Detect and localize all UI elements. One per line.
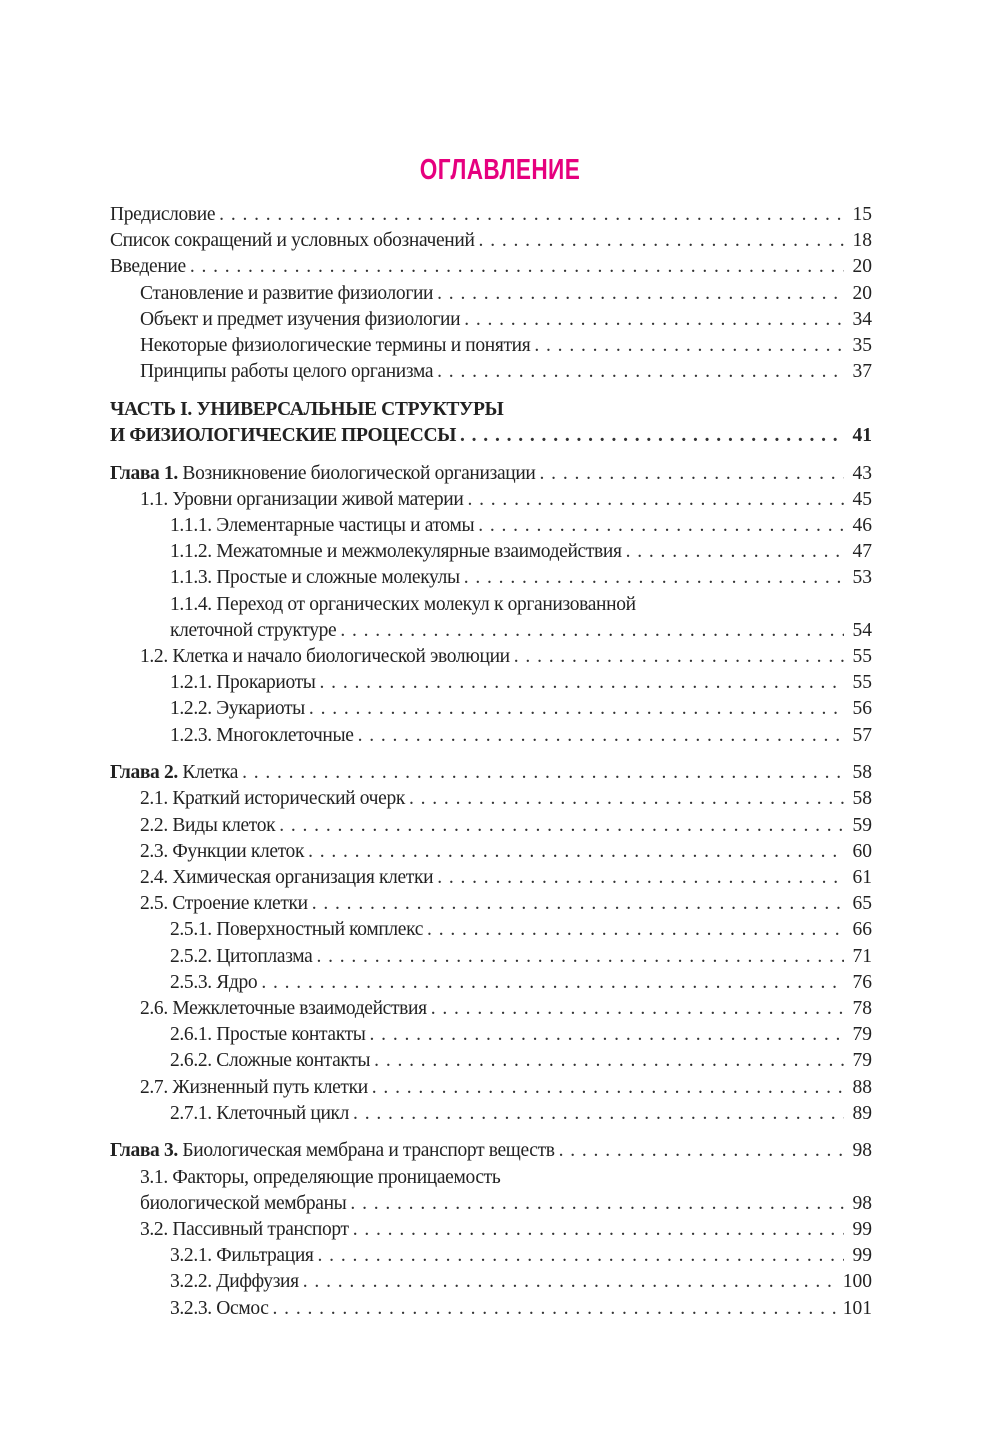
- entry-text: Клетка: [182, 762, 239, 784]
- page-number: 99: [852, 1218, 872, 1240]
- page-number: 98: [852, 1140, 872, 1162]
- entry-title: [170, 1101, 349, 1127]
- toc-entry[interactable]: [110, 996, 872, 1022]
- dot-leader: [409, 786, 844, 812]
- dot-leader: [318, 1243, 844, 1269]
- toc-entry[interactable]: [110, 254, 872, 280]
- page-number: 55: [852, 646, 872, 667]
- entry-text: 3.2.3. Осмос: [170, 1297, 269, 1319]
- page-number: 60: [852, 840, 872, 862]
- dot-leader: [370, 1022, 844, 1048]
- toc-entry[interactable]: [110, 944, 872, 970]
- dot-leader: [478, 513, 844, 539]
- entry-text: 3.2.2. Диффузия: [170, 1271, 299, 1293]
- page-number: 89: [852, 1102, 872, 1124]
- entry-text: 2.7.1. Клеточный цикл: [170, 1102, 350, 1124]
- page-number: 61: [852, 867, 872, 888]
- toc-entry[interactable]: [110, 786, 872, 812]
- entry-text: клеточной структуре: [170, 619, 337, 641]
- toc-entry[interactable]: [110, 1022, 872, 1048]
- entry-title: [140, 487, 463, 513]
- page-number: 101: [842, 1297, 872, 1319]
- entry-title: 1.1.4. Переход от органических молекул к организованной: [170, 593, 636, 615]
- toc-entry[interactable]: [110, 423, 872, 449]
- toc-entry[interactable]: [110, 565, 872, 591]
- entry-text: 2.4. Химическая организация клетки: [140, 867, 434, 888]
- entry-text: 1.1.1. Элементарные частицы и атомы: [170, 515, 475, 537]
- toc-entry[interactable]: [110, 1048, 872, 1074]
- page-number: 20: [852, 282, 872, 304]
- entry-text: 1.2.1. Прокариоты: [170, 672, 316, 694]
- entry-title: [170, 513, 474, 539]
- entry-title: [170, 696, 305, 722]
- entry-title: [110, 423, 456, 449]
- entry-title: [170, 1269, 299, 1295]
- entry-title: [110, 760, 238, 786]
- dot-leader: [559, 1138, 844, 1164]
- dot-leader: [358, 723, 844, 749]
- entry-text: 2.6.2. Сложные контакты: [170, 1050, 371, 1072]
- entry-title: [110, 202, 215, 228]
- entry-title: [140, 1217, 349, 1243]
- entry-text: 1.2.2. Эукариоты: [170, 698, 305, 720]
- chapter-label: Глава 1.: [110, 462, 178, 484]
- table-of-contents: [110, 202, 872, 1333]
- entry-title: [170, 723, 354, 749]
- chapter-label: Глава 2.: [110, 762, 178, 784]
- toc-entry[interactable]: [110, 1101, 872, 1127]
- entry-title: [170, 944, 312, 970]
- toc-entry[interactable]: [110, 1138, 872, 1164]
- dot-leader: [374, 1048, 844, 1074]
- page-number: 79: [852, 1024, 872, 1046]
- toc-entry-line[interactable]: [110, 592, 872, 618]
- entry-text: 3.2.1. Фильтрация: [170, 1245, 314, 1267]
- toc-entry[interactable]: [110, 1296, 872, 1322]
- entry-title: 3.1. Факторы, определяющие проницаемость: [140, 1166, 501, 1188]
- entry-title: [140, 281, 433, 307]
- dot-leader: [626, 539, 844, 565]
- entry-text: 1.1. Уровни организации живой материи: [140, 488, 464, 510]
- toc-entry-line[interactable]: [110, 1165, 872, 1191]
- toc-entry[interactable]: [110, 487, 872, 513]
- entry-title: [170, 1022, 366, 1048]
- toc-entry[interactable]: [110, 461, 872, 487]
- toc-entry[interactable]: [110, 891, 872, 917]
- entry-title: [110, 254, 186, 280]
- entry-text: 2.6. Межклеточные взаимодействия: [140, 997, 427, 1019]
- entry-title: [110, 1138, 555, 1164]
- entry-text: 2.7. Жизненный путь клетки: [140, 1076, 368, 1098]
- page-number: 34: [852, 308, 872, 330]
- toc-entry[interactable]: [110, 513, 872, 539]
- toc-entry[interactable]: [110, 1269, 872, 1295]
- dot-leader: [460, 423, 844, 449]
- toc-section: [110, 397, 872, 449]
- page-number: 78: [852, 997, 872, 1019]
- entry-text: Некоторые физиологические термины и понятия: [140, 334, 531, 356]
- entry-text: И ФИЗИОЛОГИЧЕСКИЕ ПРОЦЕССЫ: [110, 425, 456, 446]
- dot-leader: [273, 1296, 839, 1322]
- toc-entry[interactable]: [110, 644, 872, 670]
- page-number: 45: [852, 488, 872, 510]
- toc-entry[interactable]: [110, 865, 872, 891]
- toc-entry[interactable]: [110, 760, 872, 786]
- entry-title: [170, 618, 336, 644]
- dot-leader: [303, 1269, 839, 1295]
- toc-entry[interactable]: [110, 1243, 872, 1269]
- entry-title: [170, 1296, 269, 1322]
- page-number: 20: [852, 256, 872, 278]
- toc-entry[interactable]: [110, 970, 872, 996]
- toc-entry[interactable]: [110, 359, 872, 385]
- page-number: 55: [852, 672, 872, 694]
- entry-title: [170, 670, 316, 696]
- toc-entry[interactable]: [110, 917, 872, 943]
- entry-text: 1.2. Клетка и начало биологической эволюции: [140, 646, 510, 667]
- page-number: 57: [852, 724, 872, 746]
- dot-leader: [464, 307, 844, 333]
- toc-entry[interactable]: [110, 1075, 872, 1101]
- entry-title: ЧАСТЬ I. УНИВЕРСАЛЬНЫЕ СТРУКТУРЫ: [110, 398, 504, 420]
- dot-leader: [353, 1101, 844, 1127]
- page-number: 41: [852, 425, 872, 446]
- entry-text: 1.2.3. Многоклеточные: [170, 724, 354, 746]
- page-number: 98: [852, 1192, 872, 1214]
- page-number: 15: [852, 204, 872, 225]
- dot-leader: [316, 944, 844, 970]
- entry-title: [140, 839, 304, 865]
- entry-title: [140, 1075, 368, 1101]
- page-number: 76: [852, 971, 872, 993]
- entry-text: Объект и предмет изучения физиологии: [140, 308, 461, 330]
- entry-text: Предисловие: [110, 204, 216, 225]
- entry-text: Возникновение биологической организации: [182, 462, 536, 484]
- entry-text: биологической мембраны: [140, 1192, 347, 1214]
- page-number: 66: [852, 919, 872, 941]
- toc-section: [110, 1138, 872, 1321]
- entry-title: [170, 970, 257, 996]
- entry-text: 2.6.1. Простые контакты: [170, 1024, 366, 1046]
- page-number: 59: [852, 814, 872, 836]
- entry-title: [110, 461, 536, 487]
- dot-leader: [312, 891, 844, 917]
- page-number: 88: [852, 1076, 872, 1098]
- entry-text: 2.2. Виды клеток: [140, 814, 276, 836]
- entry-text: 2.5.3. Ядро: [170, 971, 258, 993]
- dot-leader: [353, 1217, 844, 1243]
- page-number: 79: [852, 1050, 872, 1072]
- chapter-label: Глава 3.: [110, 1140, 178, 1162]
- entry-text: 2.1. Краткий исторический очерк: [140, 788, 405, 810]
- entry-text: 2.3. Функции клеток: [140, 840, 305, 862]
- toc-entry[interactable]: [110, 281, 872, 307]
- dot-leader: [261, 970, 844, 996]
- entry-title: [140, 786, 405, 812]
- page-number: 43: [852, 462, 872, 484]
- entry-title: [140, 333, 530, 359]
- entry-text: 3.2. Пассивный транспорт: [140, 1218, 349, 1240]
- toc-entry[interactable]: [110, 839, 872, 865]
- page-number: 47: [852, 541, 872, 563]
- dot-leader: [308, 839, 844, 865]
- entry-title: [110, 228, 475, 254]
- entry-text: Биологическая мембрана и транспорт веществ: [182, 1140, 555, 1162]
- toc-section: [110, 461, 872, 749]
- entry-text: 2.5. Строение клетки: [140, 893, 308, 915]
- page-number: 100: [842, 1271, 872, 1293]
- page-number: 46: [852, 515, 872, 537]
- page-number: 56: [852, 698, 872, 720]
- toc-entry[interactable]: [110, 228, 872, 254]
- toc-entry[interactable]: [110, 618, 872, 644]
- dot-leader: [437, 865, 844, 891]
- entry-text: 1.1.3. Простые и сложные молекулы: [170, 567, 460, 589]
- toc-entry[interactable]: [110, 1191, 872, 1217]
- entry-title: [140, 1191, 346, 1217]
- entry-text: Введение: [110, 256, 186, 278]
- entry-title: [140, 891, 308, 917]
- dot-leader: [242, 760, 844, 786]
- dot-leader: [372, 1075, 844, 1101]
- entry-text: 2.5.1. Поверхностный комплекс: [170, 919, 424, 941]
- entry-title: [170, 565, 460, 591]
- page-number: 71: [852, 945, 872, 967]
- toc-entry[interactable]: [110, 696, 872, 722]
- entry-title: [140, 865, 433, 891]
- entry-title: [140, 359, 433, 385]
- dot-leader: [219, 202, 844, 228]
- entry-title: [140, 644, 510, 670]
- dot-leader: [479, 228, 844, 254]
- toc-entry[interactable]: [110, 723, 872, 749]
- dot-leader: [340, 618, 844, 644]
- toc-entry[interactable]: [110, 670, 872, 696]
- entry-text: Принципы работы целого организма: [140, 361, 434, 383]
- page-number: 58: [852, 762, 872, 784]
- page-number: 18: [852, 230, 872, 252]
- page-number: 99: [852, 1245, 872, 1267]
- dot-leader: [190, 254, 844, 280]
- page-number: 53: [852, 567, 872, 589]
- dot-leader: [309, 696, 844, 722]
- dot-leader: [431, 996, 844, 1022]
- dot-leader: [464, 565, 844, 591]
- entry-text: 1.1.2. Межатомные и межмолекулярные взаимодействия: [170, 541, 622, 563]
- dot-leader: [350, 1191, 844, 1217]
- dot-leader: [279, 813, 844, 839]
- dot-leader: [437, 281, 844, 307]
- entry-title: [170, 539, 622, 565]
- page-number: 54: [852, 619, 872, 641]
- toc-entry-line[interactable]: [110, 397, 872, 423]
- entry-text: Становление и развитие физиологии: [140, 282, 434, 304]
- page-number: 58: [852, 788, 872, 810]
- entry-title: [140, 813, 275, 839]
- page-number: 65: [852, 893, 872, 915]
- toc-entry[interactable]: [110, 307, 872, 333]
- entry-title: [170, 1048, 370, 1074]
- entry-title: [140, 307, 460, 333]
- toc-section: [110, 202, 872, 385]
- entry-title: [170, 917, 423, 943]
- dot-leader: [540, 461, 844, 487]
- entry-text: Список сокращений и условных обозначений: [110, 230, 475, 252]
- toc-section: [110, 760, 872, 1127]
- toc-entry[interactable]: [110, 202, 872, 228]
- page-number: 37: [852, 361, 872, 383]
- page-number: 35: [852, 334, 872, 356]
- dot-leader: [467, 487, 844, 513]
- page-title: ОГЛАВЛЕНИЕ: [419, 154, 581, 186]
- entry-title: [140, 996, 427, 1022]
- dot-leader: [437, 359, 844, 385]
- dot-leader: [514, 644, 844, 670]
- toc-entry[interactable]: [110, 333, 872, 359]
- dot-leader: [427, 917, 844, 943]
- toc-entry[interactable]: [110, 813, 872, 839]
- dot-leader: [534, 333, 844, 359]
- toc-entry[interactable]: [110, 1217, 872, 1243]
- dot-leader: [320, 670, 844, 696]
- entry-title: [170, 1243, 314, 1269]
- entry-text: 2.5.2. Цитоплазма: [170, 945, 313, 967]
- toc-entry[interactable]: [110, 539, 872, 565]
